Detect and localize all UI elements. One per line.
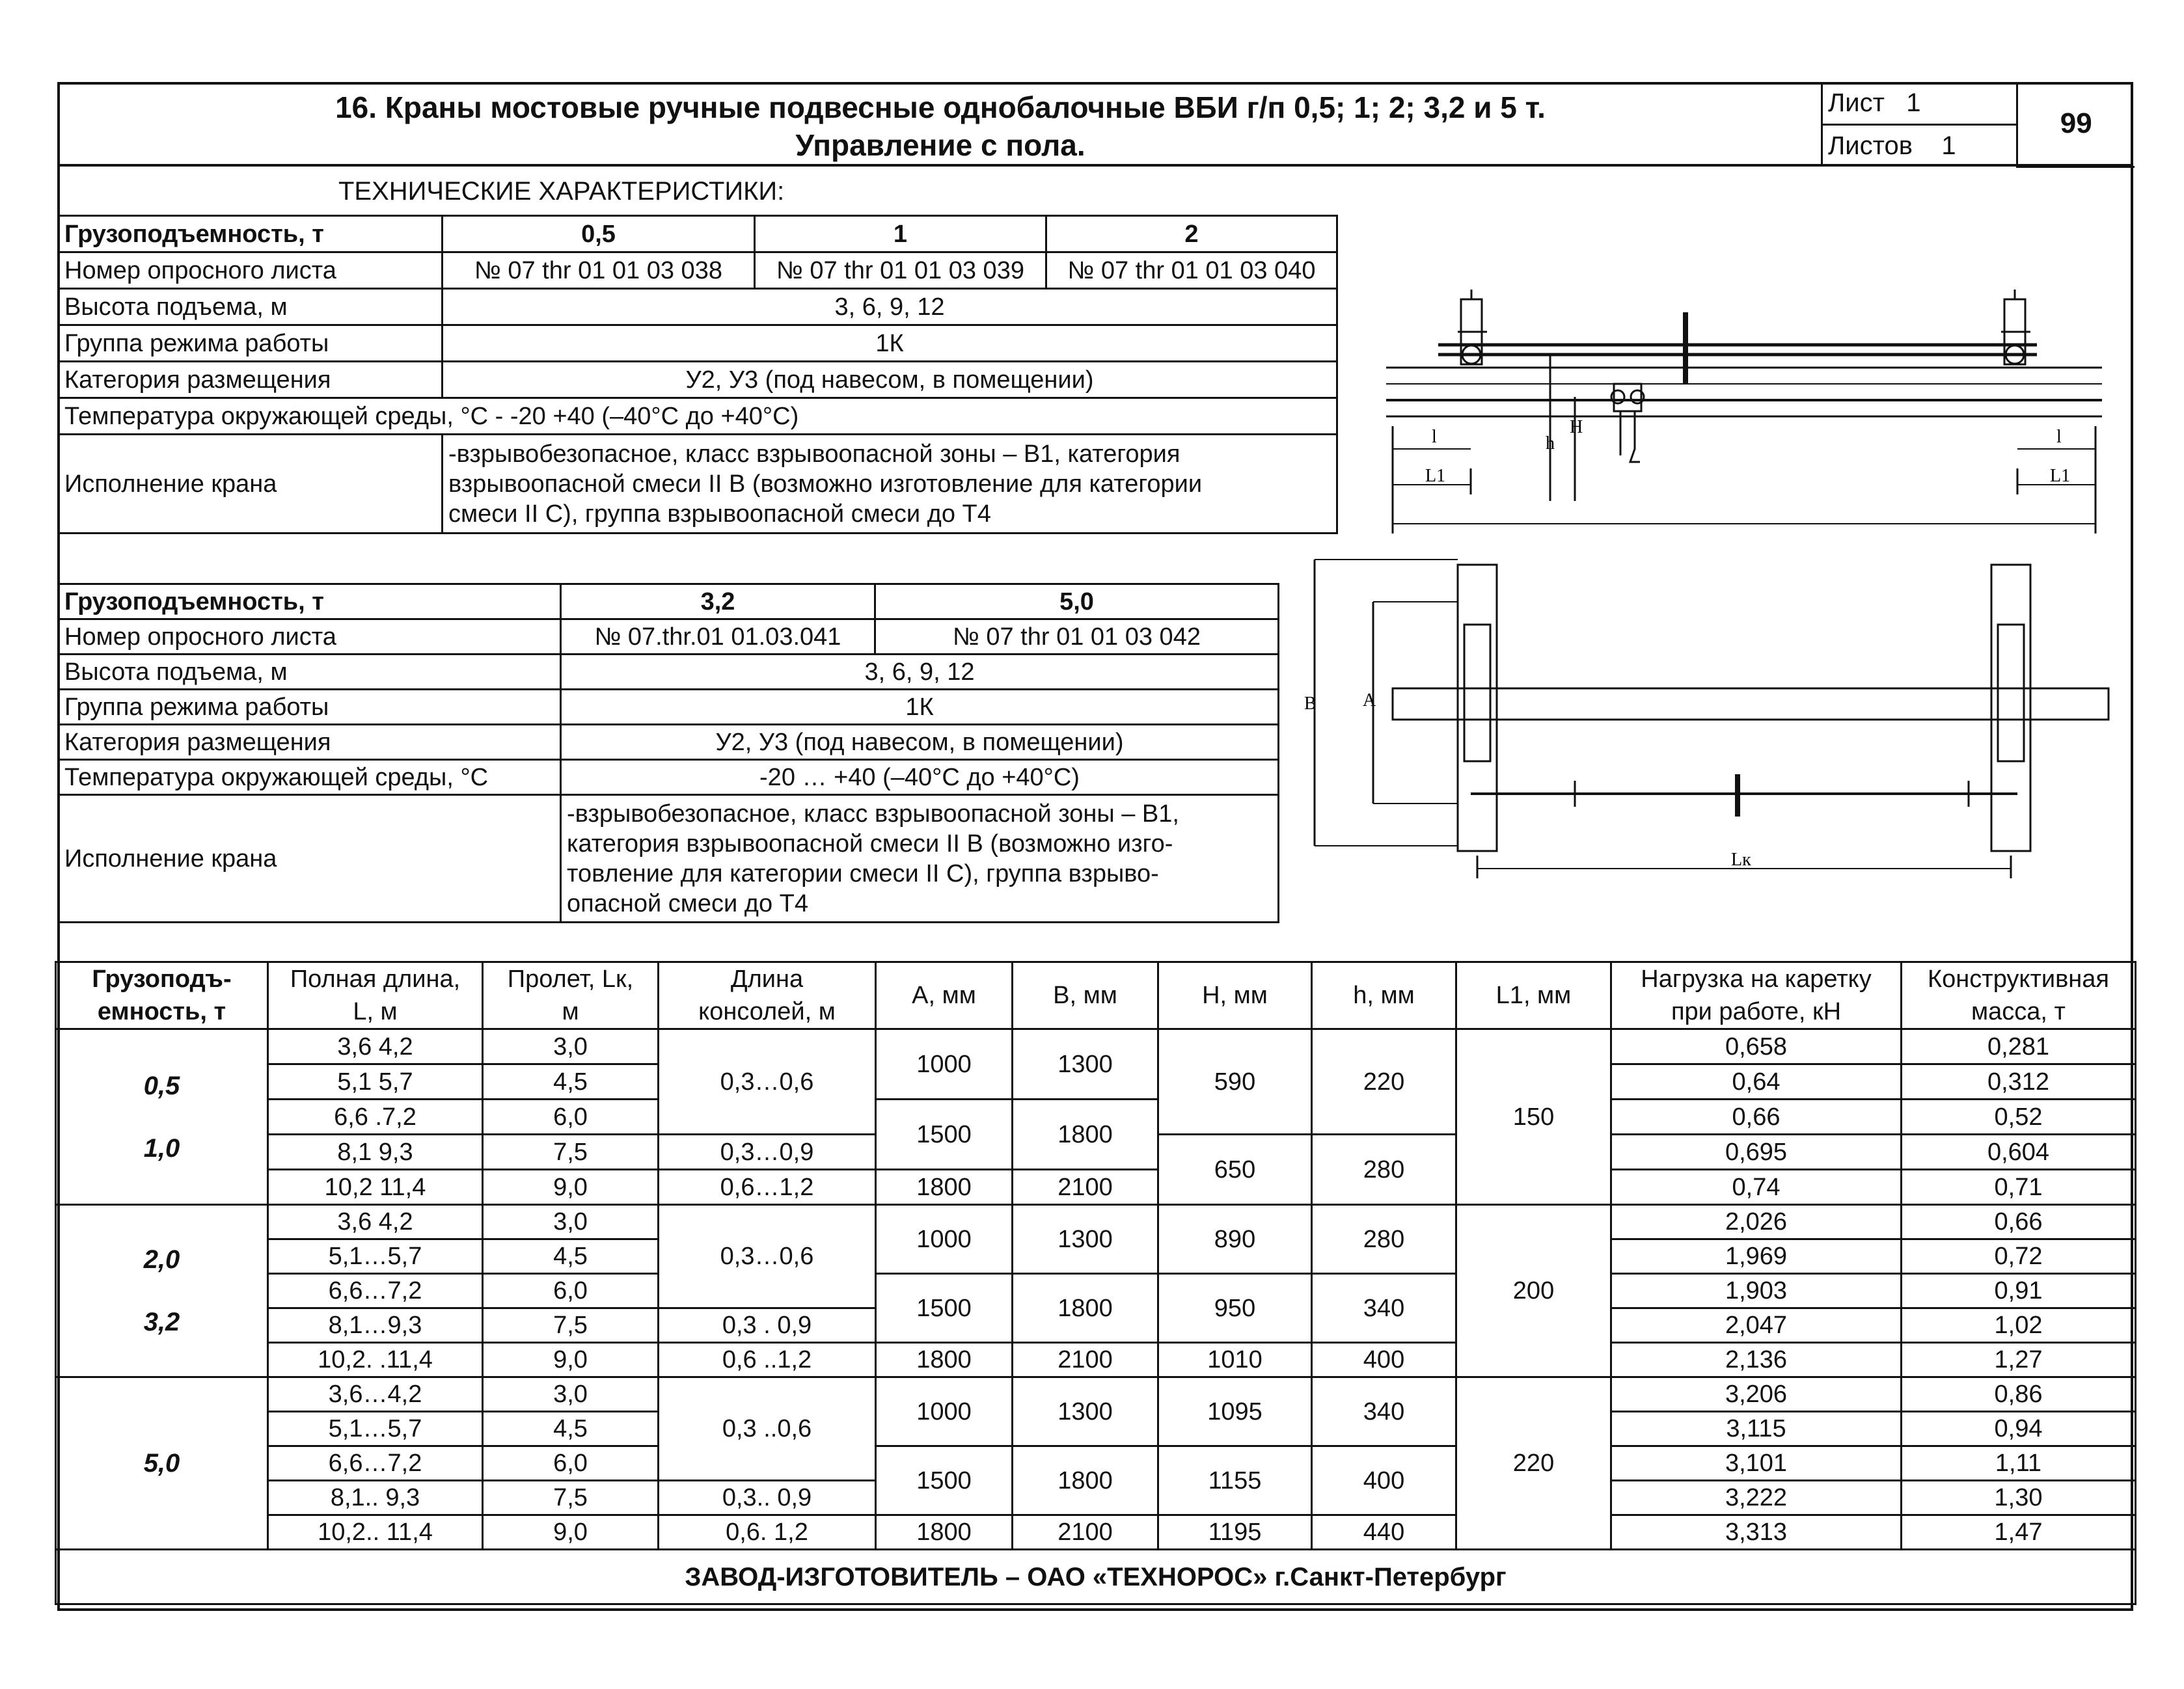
span-cell: 6,0 xyxy=(483,1274,659,1308)
span-cell: 4,5 xyxy=(483,1239,659,1274)
page-number: 99 xyxy=(2017,82,2135,167)
header-line: м xyxy=(562,998,579,1025)
load-cell: 3,222 xyxy=(1611,1481,1902,1515)
H-cell: 950 xyxy=(1158,1274,1312,1343)
a-cell: 1800 xyxy=(876,1170,1013,1205)
page-title xyxy=(65,88,1816,164)
mass-cell: 0,604 xyxy=(1902,1135,2136,1170)
height-label: Высота подъема, м xyxy=(59,289,443,325)
height-value: 3, 6, 9, 12 xyxy=(561,655,1279,690)
L1-cell: 150 xyxy=(1456,1029,1611,1205)
sheets-cell xyxy=(1822,124,2017,167)
place-value: У2, У3 (под навесом, в помещении) xyxy=(561,725,1279,760)
span-cell: 4,5 xyxy=(483,1064,659,1100)
span-cell: 9,0 xyxy=(483,1515,659,1550)
main-table xyxy=(55,961,2136,1605)
mass-cell: 0,281 xyxy=(1902,1029,2136,1064)
cap-value: 2 xyxy=(1046,216,1337,252)
length-cell: 3,6 4,2 xyxy=(268,1029,483,1064)
mode-value: 1К xyxy=(443,325,1337,362)
b-cell: 1300 xyxy=(1013,1377,1158,1446)
h-cell: 400 xyxy=(1312,1343,1456,1377)
span-cell: 3,0 xyxy=(483,1205,659,1239)
length-cell: 10,2 11,4 xyxy=(268,1170,483,1205)
place-label: Категория размещения xyxy=(59,725,561,760)
length-cell: 5,1…5,7 xyxy=(268,1412,483,1446)
length-cell: 10,2. .11,4 xyxy=(268,1343,483,1377)
load-cell: 0,695 xyxy=(1611,1135,1902,1170)
mass-cell: 0,94 xyxy=(1902,1412,2136,1446)
exec-line: смеси II С), группа взрывоопасной смеси до Т4 xyxy=(448,500,991,528)
exec-value xyxy=(443,435,1337,534)
console-cell: 0,3…0,6 xyxy=(659,1029,876,1135)
a-cell: 1500 xyxy=(876,1274,1013,1343)
specs-table-1 xyxy=(57,215,1338,534)
capacity-value: 2,0 xyxy=(143,1245,180,1274)
exec-line: категория взрывоопасной смеси II В (возможно изго- xyxy=(567,830,1173,858)
H-cell: 1195 xyxy=(1158,1515,1312,1550)
mass-cell: 0,86 xyxy=(1902,1377,2136,1412)
mode-label: Группа режима работы xyxy=(59,325,443,362)
height-value: 3, 6, 9, 12 xyxy=(443,289,1337,325)
col-header-b: В, мм xyxy=(1013,962,1158,1029)
header-line: Нагрузка на каретку xyxy=(1641,966,1872,993)
form-label: Номер опросного листа xyxy=(59,252,443,289)
b-cell: 1300 xyxy=(1013,1029,1158,1100)
col-header-length xyxy=(268,962,483,1029)
title-line-2: Управление с пола. xyxy=(795,128,1085,162)
form-value: № 07.thr.01 01.03.041 xyxy=(561,619,875,655)
console-cell: 0,3 ..0,6 xyxy=(659,1377,876,1481)
length-cell: 6,6 .7,2 xyxy=(268,1100,483,1135)
span-cell: 3,0 xyxy=(483,1377,659,1412)
cap-value: 5,0 xyxy=(875,584,1279,619)
span-cell: 9,0 xyxy=(483,1170,659,1205)
exec-line: взрывоопасной смеси II В (возможно изготовление для категории xyxy=(448,470,1203,498)
b-cell: 1300 xyxy=(1013,1205,1158,1274)
length-cell: 5,1…5,7 xyxy=(268,1239,483,1274)
dim-label: H xyxy=(1570,417,1583,437)
h-cell: 280 xyxy=(1312,1205,1456,1274)
span-cell: 6,0 xyxy=(483,1100,659,1135)
col-header-console xyxy=(659,962,876,1029)
b-cell: 1800 xyxy=(1013,1274,1158,1343)
dim-label: h xyxy=(1546,433,1555,453)
exec-value xyxy=(561,795,1279,923)
cap-value: 1 xyxy=(755,216,1046,252)
sheets-number: 1 xyxy=(1941,131,1956,161)
dim-label: l xyxy=(2056,427,2062,447)
mode-label: Группа режима работы xyxy=(59,690,561,725)
console-cell: 0,6 ..1,2 xyxy=(659,1343,876,1377)
mass-cell: 1,47 xyxy=(1902,1515,2136,1550)
header-line: емность, т xyxy=(97,998,226,1025)
load-cell: 0,658 xyxy=(1611,1029,1902,1064)
exec-line: -взрывобезопасное, класс взрывоопасной зоны – В1, категория xyxy=(448,440,1181,468)
col-header-H: Н, мм xyxy=(1158,962,1312,1029)
length-cell: 8,1…9,3 xyxy=(268,1308,483,1343)
dim-label: B xyxy=(1304,694,1317,714)
sheet-number: 1 xyxy=(1906,88,1921,117)
h-cell: 340 xyxy=(1312,1274,1456,1343)
place-value: У2, У3 (под навесом, в помещении) xyxy=(443,362,1337,398)
dim-label: Lк xyxy=(1731,850,1751,870)
capacity-value: 0,5 xyxy=(143,1071,180,1100)
mass-cell: 0,312 xyxy=(1902,1064,2136,1100)
col-header-mass xyxy=(1902,962,2136,1029)
b-cell: 1800 xyxy=(1013,1446,1158,1515)
sheets-label: Листов xyxy=(1828,131,1913,161)
col-header-span xyxy=(483,962,659,1029)
col-header-load xyxy=(1611,962,1902,1029)
form-value: № 07 thr 01 01 03 039 xyxy=(755,252,1046,289)
console-cell: 0,3…0,6 xyxy=(659,1205,876,1308)
H-cell: 890 xyxy=(1158,1205,1312,1274)
mass-cell: 0,91 xyxy=(1902,1274,2136,1308)
dim-label: L1 xyxy=(2050,466,2071,486)
load-cell: 1,969 xyxy=(1611,1239,1902,1274)
exec-label: Исполнение крана xyxy=(59,795,561,923)
H-cell: 590 xyxy=(1158,1029,1312,1135)
sheet-cell xyxy=(1822,82,2017,124)
load-cell: 3,206 xyxy=(1611,1377,1902,1412)
col-header-a: А, мм xyxy=(876,962,1013,1029)
place-label: Категория размещения xyxy=(59,362,443,398)
specs-table-2 xyxy=(57,583,1279,923)
span-cell: 9,0 xyxy=(483,1343,659,1377)
cap-label: Грузоподъемность, т xyxy=(59,216,443,252)
mode-value: 1К xyxy=(561,690,1279,725)
mass-cell: 1,27 xyxy=(1902,1343,2136,1377)
load-cell: 0,64 xyxy=(1611,1064,1902,1100)
col-header-capacity xyxy=(56,962,268,1029)
console-cell: 0,6…1,2 xyxy=(659,1170,876,1205)
header-line: консолей, м xyxy=(698,998,836,1025)
length-cell: 5,1 5,7 xyxy=(268,1064,483,1100)
a-cell: 1800 xyxy=(876,1515,1013,1550)
form-value: № 07 thr 01 01 03 042 xyxy=(875,619,1279,655)
h-cell: 280 xyxy=(1312,1135,1456,1205)
cap-value: 3,2 xyxy=(561,584,875,619)
console-cell: 0,3…0,9 xyxy=(659,1135,876,1170)
console-cell: 0,3 . 0,9 xyxy=(659,1308,876,1343)
a-cell: 1000 xyxy=(876,1029,1013,1100)
temp-label: Температура окружающей среды, °С xyxy=(59,760,561,795)
dim-label: A xyxy=(1363,690,1376,710)
H-cell: 1155 xyxy=(1158,1446,1312,1515)
header-line: масса, т xyxy=(1971,998,2066,1025)
span-cell: 4,5 xyxy=(483,1412,659,1446)
mass-cell: 0,72 xyxy=(1902,1239,2136,1274)
exec-line: товление для категории смеси II С), группа взрыво- xyxy=(567,859,1159,887)
exec-line: -взрывобезопасное, класс взрывоопасной зоны – В1, xyxy=(567,800,1179,828)
a-cell: 1000 xyxy=(876,1377,1013,1446)
h-cell: 220 xyxy=(1312,1029,1456,1135)
header-line: Грузоподъ- xyxy=(92,966,232,993)
L1-cell: 220 xyxy=(1456,1377,1611,1550)
title-line-1: 16. Краны мостовые ручные подвесные однобалочные ВБИ г/п 0,5; 1; 2; 3,2 и 5 т. xyxy=(335,90,1546,124)
temp-value: -20 … +40 (–40°С до +40°С) xyxy=(561,760,1279,795)
a-cell: 1500 xyxy=(876,1100,1013,1170)
mass-cell: 0,52 xyxy=(1902,1100,2136,1135)
H-cell: 1010 xyxy=(1158,1343,1312,1377)
capacity-value: 3,2 xyxy=(143,1308,180,1336)
dim-label: l xyxy=(1432,427,1437,447)
length-cell: 8,1.. 9,3 xyxy=(268,1481,483,1515)
length-cell: 8,1 9,3 xyxy=(268,1135,483,1170)
load-cell: 0,74 xyxy=(1611,1170,1902,1205)
h-cell: 400 xyxy=(1312,1446,1456,1515)
H-cell: 1095 xyxy=(1158,1377,1312,1446)
form-value: № 07 thr 01 01 03 040 xyxy=(1046,252,1337,289)
H-cell: 650 xyxy=(1158,1135,1312,1205)
col-header-h: h, мм xyxy=(1312,962,1456,1029)
mass-cell: 1,11 xyxy=(1902,1446,2136,1481)
console-cell: 0,6. 1,2 xyxy=(659,1515,876,1550)
mass-cell: 0,71 xyxy=(1902,1170,2136,1205)
exec-line: опасной смеси до Т4 xyxy=(567,889,809,917)
form-label: Номер опросного листа xyxy=(59,619,561,655)
crane-side-view-drawing xyxy=(1380,286,2109,547)
group-capacity xyxy=(56,1029,268,1205)
load-cell: 1,903 xyxy=(1611,1274,1902,1308)
a-cell: 1000 xyxy=(876,1205,1013,1274)
height-label: Высота подъема, м xyxy=(59,655,561,690)
b-cell: 1800 xyxy=(1013,1100,1158,1170)
span-cell: 3,0 xyxy=(483,1029,659,1064)
b-cell: 2100 xyxy=(1013,1343,1158,1377)
length-cell: 10,2.. 11,4 xyxy=(268,1515,483,1550)
length-cell: 6,6…7,2 xyxy=(268,1274,483,1308)
mass-cell: 1,30 xyxy=(1902,1481,2136,1515)
h-cell: 340 xyxy=(1312,1377,1456,1446)
header-line: Полная длина, xyxy=(290,966,461,993)
form-value: № 07 thr 01 01 03 038 xyxy=(443,252,755,289)
load-cell: 0,66 xyxy=(1611,1100,1902,1135)
load-cell: 2,136 xyxy=(1611,1343,1902,1377)
L1-cell: 200 xyxy=(1456,1205,1611,1377)
header-line: при работе, кН xyxy=(1671,998,1842,1025)
console-cell: 0,3.. 0,9 xyxy=(659,1481,876,1515)
length-cell: 3,6 4,2 xyxy=(268,1205,483,1239)
cap-label: Грузоподъемность, т xyxy=(59,584,561,619)
mass-cell: 1,02 xyxy=(1902,1308,2136,1343)
load-cell: 3,101 xyxy=(1611,1446,1902,1481)
load-cell: 3,115 xyxy=(1611,1412,1902,1446)
section-title: ТЕХНИЧЕСКИЕ ХАРАКТЕРИСТИКИ: xyxy=(338,177,785,206)
load-cell: 3,313 xyxy=(1611,1515,1902,1550)
crane-top-view-drawing xyxy=(1304,560,2115,885)
span-cell: 7,5 xyxy=(483,1135,659,1170)
a-cell: 1500 xyxy=(876,1446,1013,1515)
header-line: Пролет, Lк, xyxy=(507,966,634,993)
dim-label: L1 xyxy=(1425,466,1446,486)
b-cell: 2100 xyxy=(1013,1170,1158,1205)
header-line: Конструктивная xyxy=(1928,966,2109,993)
group-capacity: 5,0 xyxy=(56,1377,268,1550)
cap-value: 0,5 xyxy=(443,216,755,252)
b-cell: 2100 xyxy=(1013,1515,1158,1550)
span-cell: 7,5 xyxy=(483,1308,659,1343)
span-cell: 6,0 xyxy=(483,1446,659,1481)
a-cell: 1800 xyxy=(876,1343,1013,1377)
load-cell: 2,047 xyxy=(1611,1308,1902,1343)
header-line: L, м xyxy=(353,998,398,1025)
header-line: Длина xyxy=(730,966,804,993)
capacity-value: 1,0 xyxy=(143,1133,180,1163)
sheet-label: Лист xyxy=(1828,88,1885,117)
col-header-L1: L1, мм xyxy=(1456,962,1611,1029)
mass-cell: 0,66 xyxy=(1902,1205,2136,1239)
exec-label: Исполнение крана xyxy=(59,435,443,534)
length-cell: 3,6…4,2 xyxy=(268,1377,483,1412)
manufacturer-footer: ЗАВОД-ИЗГОТОВИТЕЛЬ – ОАО «ТЕХНОРОС» г.Санкт-Петербург xyxy=(56,1550,2136,1604)
sheet-box xyxy=(1821,82,2135,168)
span-cell: 7,5 xyxy=(483,1481,659,1515)
h-cell: 440 xyxy=(1312,1515,1456,1550)
group-capacity xyxy=(56,1205,268,1377)
temp-row: Температура окружающей среды, °С - -20 +40 (–40°С до +40°С) xyxy=(59,398,1337,435)
length-cell: 6,6…7,2 xyxy=(268,1446,483,1481)
load-cell: 2,026 xyxy=(1611,1205,1902,1239)
